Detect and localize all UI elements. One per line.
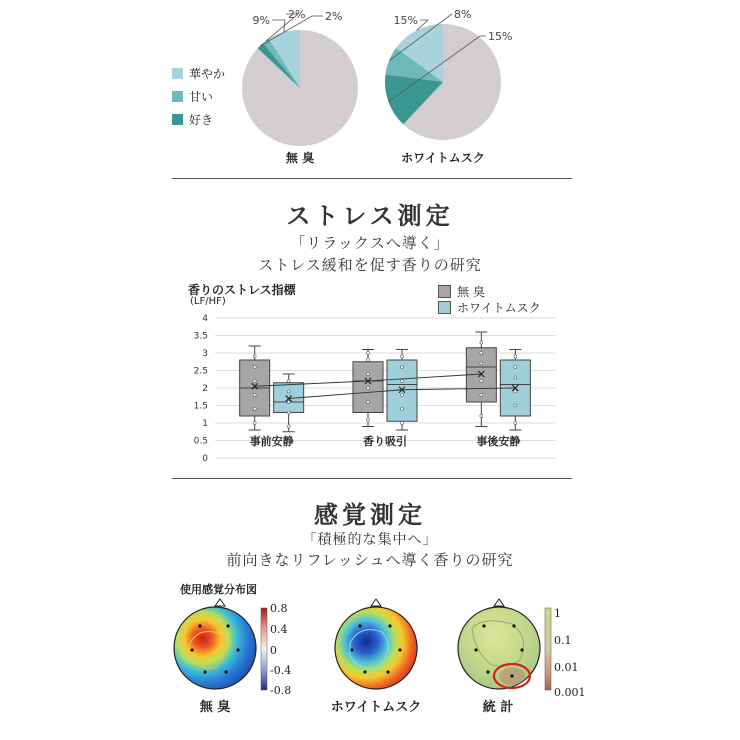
pie-chart-mushuu xyxy=(242,8,358,146)
data-point xyxy=(480,341,483,344)
map-caption: 無 臭 xyxy=(199,700,231,715)
data-point xyxy=(367,359,370,362)
data-point xyxy=(287,411,290,414)
pie-caption: 無 臭 xyxy=(285,151,315,165)
data-point xyxy=(401,355,404,358)
topomap-statistics xyxy=(458,599,540,689)
legend-label: 甘い xyxy=(189,89,214,104)
pie-slice-label: 15% xyxy=(488,30,513,43)
nose-marker xyxy=(215,599,225,606)
divider xyxy=(172,478,572,479)
y-axis-label: 香りのストレス指標 xyxy=(188,283,296,297)
data-point xyxy=(287,401,290,404)
legend-swatch xyxy=(172,91,183,102)
pie-slice-label: 15% xyxy=(393,14,418,27)
data-point xyxy=(514,366,517,369)
y-tick-label: 3.5 xyxy=(193,331,208,342)
colorbar-label: 0.01 xyxy=(554,661,579,674)
colorbar xyxy=(261,608,267,690)
data-point xyxy=(401,408,404,411)
data-point xyxy=(480,362,483,365)
head-map xyxy=(458,607,540,689)
y-tick-label: 2 xyxy=(202,384,208,394)
legend-label: 無 臭 xyxy=(457,285,485,299)
legend-swatch xyxy=(172,68,183,79)
topomap-mushuu xyxy=(174,599,256,689)
section-subtitle: 「積極的な集中へ」 xyxy=(302,532,438,548)
data-point xyxy=(401,380,404,383)
data-point xyxy=(253,394,256,397)
pie-legend-item xyxy=(172,89,213,103)
data-point xyxy=(480,380,483,383)
data-point xyxy=(480,394,483,397)
colorbar-label: -0.8 xyxy=(270,684,292,697)
data-point xyxy=(367,418,370,421)
data-point xyxy=(514,390,517,393)
boxplot-chart xyxy=(170,305,570,475)
y-tick-label: 0 xyxy=(202,454,208,464)
data-point xyxy=(253,355,256,358)
y-tick-label: 0.5 xyxy=(193,436,208,447)
topographic-maps xyxy=(160,598,580,698)
data-point xyxy=(253,422,256,425)
x-tick-label: 事前安静 xyxy=(249,435,294,448)
y-tick-label: 3 xyxy=(202,349,208,359)
colorbar-label: 0.4 xyxy=(270,623,288,636)
pie-slice-label: 2% xyxy=(325,10,343,23)
colorbar-label: 0.8 xyxy=(270,602,288,615)
section-title-stress: ストレス測定 xyxy=(286,201,454,230)
colorbar-label: 0.001 xyxy=(554,686,586,699)
data-point xyxy=(287,425,290,428)
box-legend-item xyxy=(438,283,485,300)
data-point xyxy=(514,422,517,425)
section-subtitle: 前向きなリフレッシュへ導く香りの研究 xyxy=(226,551,514,569)
section-title-sensory: 感覚測定 xyxy=(314,500,426,529)
divider xyxy=(172,178,572,179)
pie-chart-white-musk xyxy=(385,8,512,140)
pie-slice-label: 9% xyxy=(252,14,270,27)
colorbar-label: -0.4 xyxy=(270,664,292,677)
section-subtitle: ストレス緩和を促す香りの研究 xyxy=(258,256,482,274)
legend-swatch xyxy=(172,114,183,125)
section-subtitle: 「リラックスへ導く」 xyxy=(290,234,450,252)
pie-charts xyxy=(0,0,740,175)
map-title: 使用感覚分布図 xyxy=(180,583,257,596)
x-tick-label: 事後安静 xyxy=(476,435,521,448)
colorbar-label: 1 xyxy=(554,607,561,620)
colorbar-label: 0 xyxy=(270,644,277,657)
nose-marker xyxy=(371,599,381,606)
y-tick-label: 1.5 xyxy=(193,401,208,412)
data-point xyxy=(401,394,404,397)
pie-legend-item xyxy=(172,112,213,126)
x-tick-label: 香り吸引 xyxy=(363,435,407,448)
data-point xyxy=(253,408,256,411)
data-point xyxy=(514,376,517,379)
data-point xyxy=(287,390,290,393)
legend-label: ホワイトムスク xyxy=(457,301,541,315)
y-tick-label: 2.5 xyxy=(193,366,208,377)
legend-label: 華やか xyxy=(189,66,226,81)
legend-swatch xyxy=(438,285,451,298)
y-tick-label: 4 xyxy=(202,314,208,324)
pie-caption: ホワイトムスク xyxy=(401,151,485,165)
data-point xyxy=(367,352,370,355)
head-map xyxy=(174,607,256,689)
legend-label: 好き xyxy=(189,112,214,127)
pie-legend-item xyxy=(172,66,225,80)
data-point xyxy=(367,387,370,390)
topomap-white-musk xyxy=(335,599,417,689)
data-point xyxy=(367,373,370,376)
data-point xyxy=(367,401,370,404)
pie-slice-label: 8% xyxy=(454,8,472,21)
nose-marker xyxy=(494,599,504,606)
y-tick-label: 1 xyxy=(202,419,208,429)
data-point xyxy=(401,422,404,425)
data-point xyxy=(253,380,256,383)
data-point xyxy=(514,404,517,407)
head-map xyxy=(335,607,417,689)
map-caption: 統 計 xyxy=(482,700,514,715)
pie-slice-label: 2% xyxy=(288,8,306,21)
data-point xyxy=(401,366,404,369)
data-point xyxy=(514,355,517,358)
colorbar xyxy=(545,608,551,690)
colorbar-label: 0.1 xyxy=(554,634,572,647)
data-point xyxy=(287,380,290,383)
data-point xyxy=(253,366,256,369)
data-point xyxy=(480,415,483,418)
data-point xyxy=(480,352,483,355)
map-caption: ホワイトムスク xyxy=(330,700,422,715)
y-axis-unit: (LF/HF) xyxy=(190,296,226,307)
